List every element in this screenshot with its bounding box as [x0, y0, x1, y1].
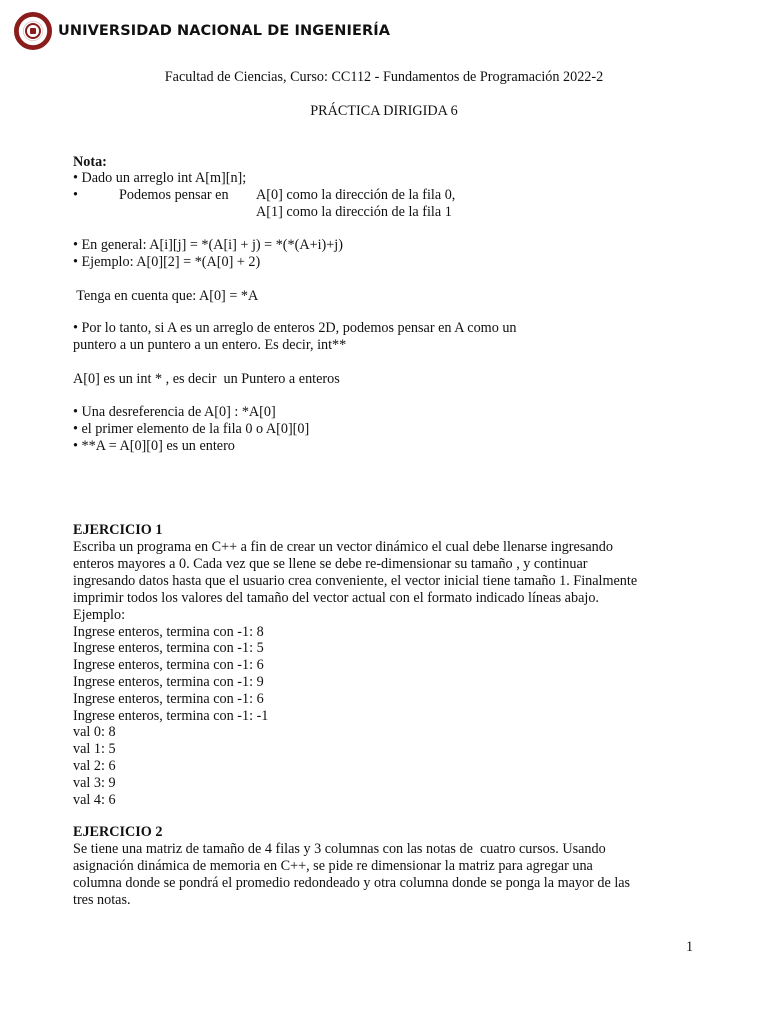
nota-line-8: puntero a un puntero a un entero. Es decir, int**: [73, 337, 347, 353]
ej1-line: Ingrese enteros, termina con -1: -1: [73, 708, 269, 724]
page-number: 1: [686, 939, 694, 955]
nota-line-1: • Dado un arreglo int A[m][n];: [73, 170, 247, 186]
ej1-line: Ingrese enteros, termina con -1: 5: [73, 640, 264, 656]
nota-line-2-text: Podemos pensar en: [119, 187, 229, 203]
nota-line-9: A[0] es un int * , es decir un Puntero a enteros: [73, 371, 340, 387]
ej1-line: Ingrese enteros, termina con -1: 8: [73, 624, 264, 640]
ej2-line: Se tiene una matriz de tamaño de 4 filas y 3 columnas con las notas de cuatro cursos. Usando: [73, 841, 606, 857]
course-line: Facultad de Ciencias, Curso: CC112 - Fundamentos de Programación 2022-2: [164, 69, 604, 85]
nota-heading: Nota:: [73, 154, 107, 170]
ej2-line: columna donde se pondrá el promedio redondeado y otra columna donde se ponga la mayor de las: [73, 875, 631, 891]
ej1-line: ingresando datos hasta que el usuario crea conveniente, el vector inicial tiene tamaño 1. Finalmente: [73, 573, 638, 589]
ej1-line: val 0: 8: [73, 724, 116, 740]
ej1-line: val 4: 6: [73, 792, 116, 808]
nota-line-10: • Una desreferencia de A[0] : *A[0]: [73, 404, 276, 420]
page-title: PRÁCTICA DIRIGIDA 6: [310, 103, 458, 119]
nota-line-2-tail: A[0] como la dirección de la fila 0,: [256, 187, 456, 203]
nota-line-7: • Por lo tanto, si A es un arreglo de enteros 2D, podemos pensar en A como un: [73, 320, 517, 336]
university-seal-icon: [14, 12, 52, 50]
ej1-line: val 2: 6: [73, 758, 116, 774]
nota-line-12: • **A = A[0][0] es un entero: [73, 438, 235, 454]
ej1-line: val 3: 9: [73, 775, 116, 791]
nota-bullet-2: •: [73, 187, 78, 203]
header: [14, 8, 390, 54]
ej1-line: Ingrese enteros, termina con -1: 6: [73, 657, 264, 673]
ej1-line: Ingrese enteros, termina con -1: 9: [73, 674, 264, 690]
ej1-line: imprimir todos los valores del tamaño del vector actual con el formato indicado líneas abajo.: [73, 590, 599, 606]
ej1-line: enteros mayores a 0. Cada vez que se llene se debe re-dimensionar su tamaño , y continuar: [73, 556, 588, 572]
ej1-line: Ingrese enteros, termina con -1: 6: [73, 691, 264, 707]
nota-line-4: • En general: A[i][j] = *(A[i] + j) = *(*(A+i)+j): [73, 237, 343, 253]
ej2-line: asignación dinámica de memoria en C++, se pide re dimensionar la matriz para agregar una: [73, 858, 593, 874]
nota-line-11: • el primer elemento de la fila 0 o A[0][0]: [73, 421, 310, 437]
nota-line-6: Tenga en cuenta que: A[0] = *A: [73, 288, 259, 304]
ej1-line: val 1: 5: [73, 741, 116, 757]
ej2-line: tres notas.: [73, 892, 131, 908]
ej1-line: Escriba un programa en C++ a fin de crear un vector dinámico el cual debe llenarse ingresando: [73, 539, 613, 555]
university-name: UNIVERSIDAD NACIONAL DE INGENIERÍA: [58, 23, 391, 39]
ejercicio-2-heading: EJERCICIO 2: [73, 824, 163, 840]
nota-line-3: A[1] como la dirección de la fila 1: [256, 204, 452, 220]
ejercicio-1-heading: EJERCICIO 1: [73, 522, 163, 538]
nota-line-5: • Ejemplo: A[0][2] = *(A[0] + 2): [73, 254, 261, 270]
ej1-line: Ejemplo:: [73, 607, 126, 623]
